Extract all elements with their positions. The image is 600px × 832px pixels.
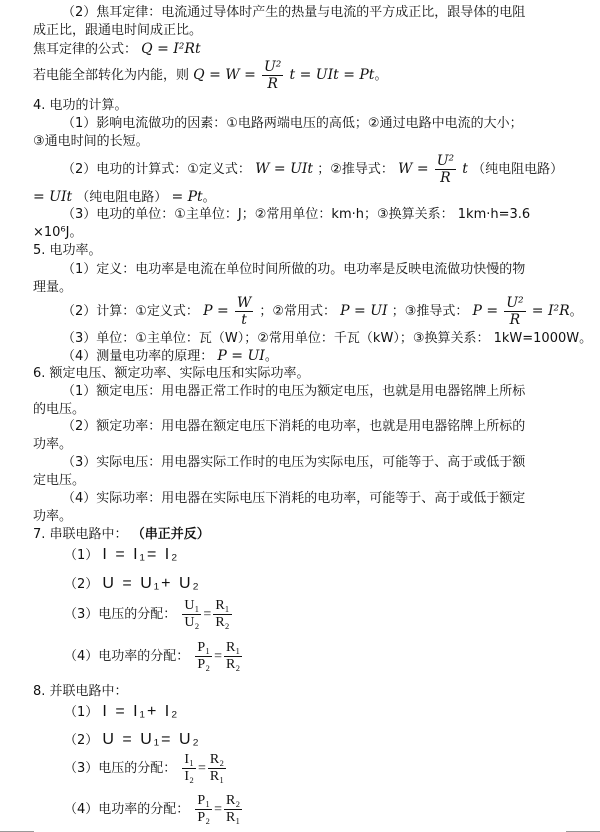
section4-factors-line1: （1）影响电流做功的因素：①电路两端电压的高低；②通过电路中电流的大小；	[62, 116, 523, 131]
section8-item4-frac2	[224, 793, 242, 826]
section7-item1-label: （1）	[64, 548, 99, 563]
fraction-numerator: I₁	[184, 752, 194, 767]
section8-heading: 8. 并联电路中：	[33, 684, 128, 699]
section7-item2-eq: U = U₁+ U₂	[102, 575, 201, 592]
section4-heading: 4. 电功的计算。	[33, 98, 128, 113]
section8-item4	[64, 793, 244, 827]
joule-convert-end: 。	[374, 68, 388, 83]
section4-calc-fraction	[435, 153, 456, 186]
section5-calc-mid1: ；②常用式：	[259, 304, 337, 319]
equals-sign: =	[214, 802, 222, 817]
section5-calc-fraction3	[504, 295, 525, 328]
section7-item4-label: （4）电功率的分配：	[64, 649, 190, 664]
section7-item2	[64, 575, 201, 594]
section6-a-line2: 的电压。	[33, 402, 86, 417]
section7-item1-eq: I = I₁= I₂	[102, 546, 180, 563]
section4-calc-mid: ；②推导式：	[317, 162, 394, 177]
section7-heading	[33, 526, 210, 544]
joule-convert-prefix: 若电能全部转化为内能，则	[33, 68, 190, 83]
fraction-denominator: I₂	[184, 769, 194, 784]
section4-calc-def: W = UIt	[255, 161, 314, 177]
equals-sign: =	[214, 649, 222, 664]
section8-item4-label: （4）电功率的分配：	[64, 802, 190, 817]
equals-sign: =	[197, 761, 206, 776]
section7-item3-label: （3）电压的分配：	[64, 607, 177, 622]
section4-unit-line1: （3）电功的单位：①主单位：J；②常用单位：km·h；③换算关系： 1km·h=3.6	[62, 207, 531, 222]
section4-calc2-a: = UIt	[33, 189, 73, 205]
section5-measure	[62, 347, 278, 366]
section4-calc2-c: = Pt	[171, 189, 203, 205]
section6-heading: 6. 额定电压、额定功率、实际电压和实际功率。	[33, 366, 310, 381]
section5-calc-prefix: （2）计算：①定义式：	[62, 304, 199, 319]
section7-rule: （串正并反）	[131, 527, 210, 542]
section6-a-line1: （1）额定电压：用电器正常工作时的电压为额定电压，也就是用电器铭牌上所标	[62, 384, 526, 399]
fraction-numerator: U²	[263, 59, 282, 75]
section6-b-line1: （2）额定功率：用电器在额定电压下消耗的电功率，也就是用电器铭牌上所标的	[62, 419, 526, 434]
fraction-numerator: U²	[436, 153, 455, 169]
joule-convert-fraction	[262, 59, 283, 92]
section8-item3	[64, 752, 228, 786]
fraction-denominator: R₁	[209, 769, 225, 784]
fraction-denominator: R₂	[215, 615, 230, 630]
joule-law-line2: 成正比，跟通电时间成正比。	[33, 23, 203, 38]
section4-calc-lhs: W =	[398, 161, 429, 177]
section5-calc-mid2: ；③推导式：	[391, 304, 469, 319]
section8-item1	[64, 703, 179, 722]
joule-formula	[33, 40, 201, 59]
fraction-numerator: R₂	[209, 752, 225, 767]
section5-measure-formula: P = UI	[217, 348, 265, 364]
section6-c-line2: 定电压。	[33, 473, 86, 488]
section5-calc-p2: P = UI	[340, 303, 388, 319]
section4-calc-note: （纯电阻电路）	[472, 162, 564, 177]
section4-calc-prefix: （2）电功的计算式：①定义式：	[62, 162, 251, 177]
section5-def-line1: （1）定义：电功率是电流在单位时间所做的功。电功率是反映电流做功快慢的物	[62, 262, 526, 277]
section5-heading: 5. 电功率。	[33, 243, 102, 258]
fraction-numerator: R₂	[226, 793, 241, 808]
section7-item3	[64, 598, 234, 632]
section4-calc2-b: （纯电阻电路）	[76, 190, 168, 205]
fraction-numerator: U²	[506, 295, 524, 311]
section4-unit-line2: ×10⁶J。	[33, 225, 83, 240]
fraction-denominator: R₁	[226, 810, 241, 825]
joule-convert-lhs: Q = W =	[193, 67, 256, 83]
section5-measure-end: 。	[264, 349, 278, 364]
equals-sign: =	[203, 607, 212, 622]
section7-heading-text: 7. 串联电路中：	[33, 527, 128, 542]
section5-calc-fraction1	[235, 295, 253, 328]
section4-calc-t: t	[462, 161, 468, 177]
fraction-denominator: P₂	[197, 810, 211, 825]
section5-calc-p3: P =	[472, 303, 499, 319]
section8-item3-frac2	[208, 752, 226, 785]
fraction-numerator: P₁	[197, 793, 211, 808]
fraction-denominator: U₂	[184, 615, 200, 630]
section7-item4-frac2	[224, 640, 242, 673]
section8-item3-label: （3）电压的分配：	[64, 761, 177, 776]
fraction-denominator: R	[509, 312, 521, 328]
section5-calc-p1: P =	[203, 303, 229, 319]
fraction-denominator: R₂	[226, 657, 241, 672]
section7-item3-frac2	[213, 598, 231, 631]
section5-measure-prefix: （4）测量电功率的原理：	[62, 349, 214, 364]
section8-item3-frac1	[182, 752, 196, 785]
section7-item2-label: （2）	[64, 577, 99, 592]
section8-item2	[64, 731, 201, 750]
section7-item3-frac1	[182, 598, 201, 631]
fraction-denominator: R	[440, 170, 451, 186]
section5-def-line2: 理量。	[33, 280, 73, 295]
section8-item2-label: （2）	[64, 733, 99, 748]
fraction-numerator: P₁	[197, 640, 211, 655]
joule-formula-expr: Q = I²Rt	[141, 41, 201, 57]
section6-b-line2: 功率。	[33, 437, 73, 452]
joule-convert	[33, 58, 387, 93]
section5-calc-p3b: = I²R	[531, 303, 570, 319]
section4-calc2-end: 。	[202, 190, 216, 205]
section6-d-line2: 功率。	[33, 509, 73, 524]
section7-item4-frac1	[195, 640, 212, 673]
section5-unit: （3）单位：①主单位：瓦（W）；②常用单位：千瓦（kW）；③换算关系： 1kW=1000W。	[62, 331, 593, 346]
section8-item1-label: （1）	[64, 705, 99, 720]
section5-calc	[62, 294, 583, 329]
fraction-numerator: W	[236, 295, 252, 311]
joule-convert-rhs: t = UIt = Pt	[289, 67, 375, 83]
fraction-denominator: R	[267, 76, 278, 92]
fraction-numerator: U₁	[184, 598, 200, 613]
section7-item1	[64, 546, 179, 565]
section8-item1-eq: I = I₁+ I₂	[102, 703, 180, 720]
section4-factors-line2: ③通电时间的长短。	[33, 134, 149, 149]
fraction-numerator: R₁	[226, 640, 241, 655]
fraction-numerator: R₁	[215, 598, 230, 613]
fraction-denominator: t	[241, 312, 247, 328]
section7-item4	[64, 640, 244, 674]
section4-calc	[62, 152, 563, 187]
section5-calc-end: 。	[569, 304, 583, 319]
section6-c-line1: （3）实际电压：用电器实际工作时的电压为实际电压，可能等于、高于或低于额	[62, 455, 526, 470]
fraction-denominator: P₂	[197, 657, 211, 672]
section4-calc-line2	[33, 188, 216, 207]
joule-formula-label: 焦耳定律的公式：	[33, 42, 138, 57]
section8-item2-eq: U = U₁= U₂	[102, 731, 201, 748]
section6-d-line1: （4）实际功率：用电器在实际电压下消耗的电功率，可能等于、高于或低于额定	[62, 491, 526, 506]
section8-item4-frac1	[195, 793, 212, 826]
joule-law-line1: （2）焦耳定律：电流通过导体时产生的热量与电流的平方成正比，跟导体的电阻	[62, 5, 526, 20]
